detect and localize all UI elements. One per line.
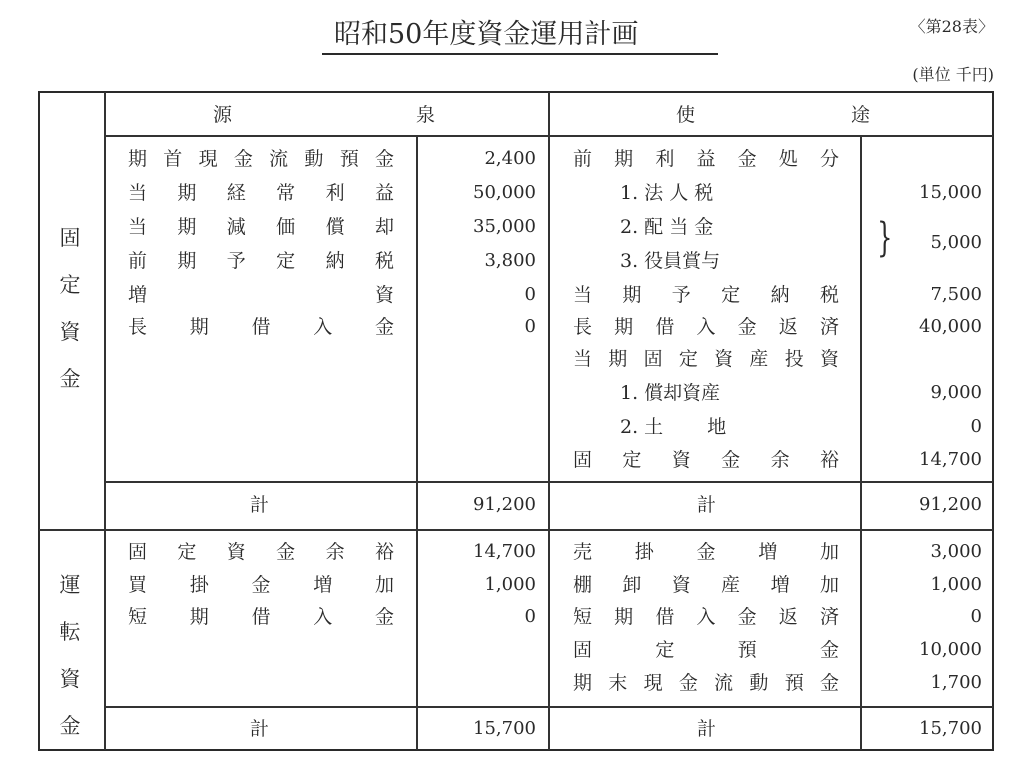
header-use-char-2: 途 [851, 104, 871, 126]
fixed-source-value: 35,000 [473, 216, 536, 237]
fixed-source-value: 50,000 [473, 182, 536, 203]
fixed-source-label: 当 期 減 価 償 却 [128, 216, 394, 238]
fixed-use-value: 14,700 [919, 449, 982, 470]
working-source-label: 買 掛 金 増 加 [128, 574, 394, 596]
fixed-use-total-label: 計 [697, 494, 717, 516]
fixed-use-label: 当 期 固 定 資 産 投 資 [573, 348, 839, 370]
working-source-label: 短 期 借 入 金 [128, 606, 394, 628]
fixed-source-total-label: 計 [250, 494, 270, 516]
fixed-use-label: 固 定 資 金 余 裕 [573, 449, 839, 471]
working-source-value: 1,000 [484, 574, 536, 595]
fixed-source-value: 0 [524, 284, 536, 305]
fixed-use-brace-value: 5,000 [930, 232, 982, 253]
fixed-source-label: 前 期 予 定 納 税 [128, 250, 394, 272]
fixed-source-label: 当 期 経 常 利 益 [128, 182, 394, 204]
fixed-source-value: 2,400 [484, 148, 536, 169]
header-source-char-2: 泉 [416, 104, 436, 126]
fixed-source-label: 増 資 [128, 284, 394, 306]
working-use-label: 期 末 現 金 流 動 預 金 [573, 672, 839, 694]
fixed-total-rule [104, 481, 993, 483]
working-use-value: 3,000 [930, 541, 982, 562]
working-use-total-value: 15,700 [919, 718, 982, 739]
fixed-use-sublabel: 1. 法 人 税 [620, 182, 714, 204]
header-source-char-1: 源 [213, 104, 233, 126]
working-use-label: 短 期 借 入 金 返 済 [573, 606, 839, 628]
fixed-use-sublabel: 2. 土 地 [620, 416, 727, 438]
fixed-use-label: 前 期 利 益 金 処 分 [573, 148, 839, 170]
fixed-source-label: 長 期 借 入 金 [128, 316, 394, 338]
working-use-label: 固 定 預 金 [573, 639, 839, 661]
fixed-use-value: 9,000 [930, 382, 982, 403]
section-column-divider [104, 92, 106, 750]
fixed-source-total-value: 91,200 [473, 494, 536, 515]
working-source-label: 固 定 資 金 余 裕 [128, 541, 394, 563]
title-underline [322, 53, 718, 55]
fixed-use-value: 0 [970, 416, 982, 437]
section-rule [39, 529, 993, 531]
working-source-total-label: 計 [250, 718, 270, 740]
use-value-divider [860, 136, 862, 750]
fixed-use-total-value: 91,200 [919, 494, 982, 515]
working-use-value: 1,700 [930, 672, 982, 693]
working-use-label: 棚 卸 資 産 増 加 [573, 574, 839, 596]
header-rule [104, 135, 993, 137]
working-source-total-value: 15,700 [473, 718, 536, 739]
fixed-use-sublabel: 2. 配 当 金 [620, 216, 714, 238]
fixed-use-label: 長 期 借 入 金 返 済 [573, 316, 839, 338]
header-use-char-1: 使 [676, 104, 696, 126]
fixed-use-sublabel: 3. 役員賞与 [620, 250, 721, 272]
working-use-value: 1,000 [930, 574, 982, 595]
working-use-value: 0 [970, 606, 982, 627]
unit-label: (単位 千円) [912, 65, 994, 84]
working-source-value: 14,700 [473, 541, 536, 562]
section-label-working: 運 転 資 金 [59, 573, 81, 738]
fixed-use-value: 40,000 [919, 316, 982, 337]
table-number: 〈第28表〉 [909, 17, 994, 36]
brace-bracket: } [877, 215, 893, 261]
working-total-rule [104, 706, 993, 708]
fixed-source-value: 0 [524, 316, 536, 337]
section-label-fixed: 固 定 資 金 [59, 226, 81, 391]
working-source-value: 0 [524, 606, 536, 627]
source-use-divider [548, 92, 550, 750]
working-use-value: 10,000 [919, 639, 982, 660]
fixed-use-label: 当 期 予 定 納 税 [573, 284, 839, 306]
working-use-label: 売 掛 金 増 加 [573, 541, 839, 563]
source-value-divider [416, 136, 418, 750]
fixed-use-value: 7,500 [930, 284, 982, 305]
fixed-use-value: 15,000 [919, 182, 982, 203]
working-use-total-label: 計 [697, 718, 717, 740]
document-title: 昭和50年度資金運用計画 [334, 19, 639, 50]
fixed-source-value: 3,800 [484, 250, 536, 271]
fixed-use-sublabel: 1. 償却資産 [620, 382, 721, 404]
fixed-source-label: 期 首 現 金 流 動 預 金 [128, 148, 394, 170]
